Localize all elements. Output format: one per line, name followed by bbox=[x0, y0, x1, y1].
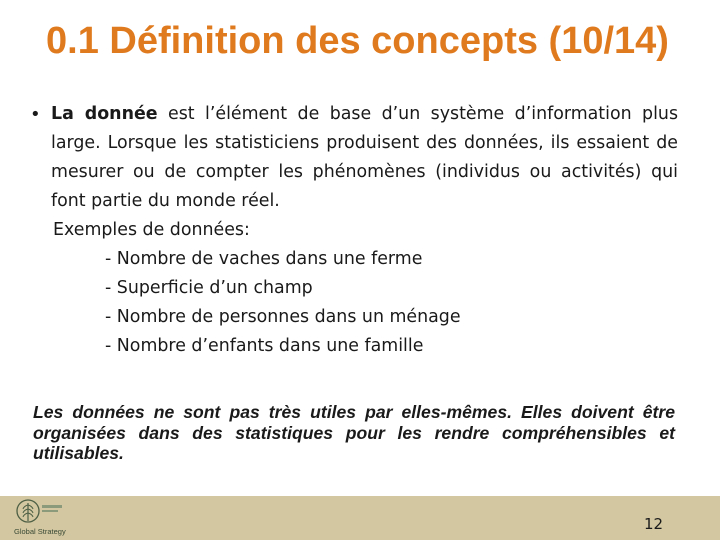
example-item: - Nombre de vaches dans une ferme bbox=[105, 249, 423, 269]
bullet-dot-icon: • bbox=[30, 104, 41, 125]
conclusion-text: Les données ne sont pas très utiles par elles-mêmes. Elles doivent être organisées dans des statistiques pour les rendre compréhensibles et utilisables. bbox=[33, 402, 675, 463]
bullet-body: est l’élément de base d’un système d’information plus large. Lorsque les statisticiens produisent des données, ils essaient de mesurer ou de compter les phénomènes (individus ou activités) qui font partie du monde réel. bbox=[51, 104, 679, 211]
footer-bar bbox=[0, 496, 720, 540]
page-number: 12 bbox=[644, 515, 664, 533]
slide-body bbox=[30, 100, 678, 361]
examples-label: Exemples de données: bbox=[53, 220, 250, 240]
bullet-lead-bold: La donnée bbox=[51, 104, 158, 124]
bullet-item bbox=[30, 100, 678, 216]
bullet-text bbox=[51, 100, 678, 216]
logo-text: Global Strategy bbox=[14, 527, 66, 536]
example-item: - Nombre d’enfants dans une famille bbox=[105, 336, 424, 356]
example-item: - Nombre de personnes dans un ménage bbox=[105, 307, 461, 327]
example-item: - Superficie d’un champ bbox=[105, 278, 313, 298]
slide-title: 0.1 Définition des concepts (10/14) bbox=[46, 20, 669, 62]
